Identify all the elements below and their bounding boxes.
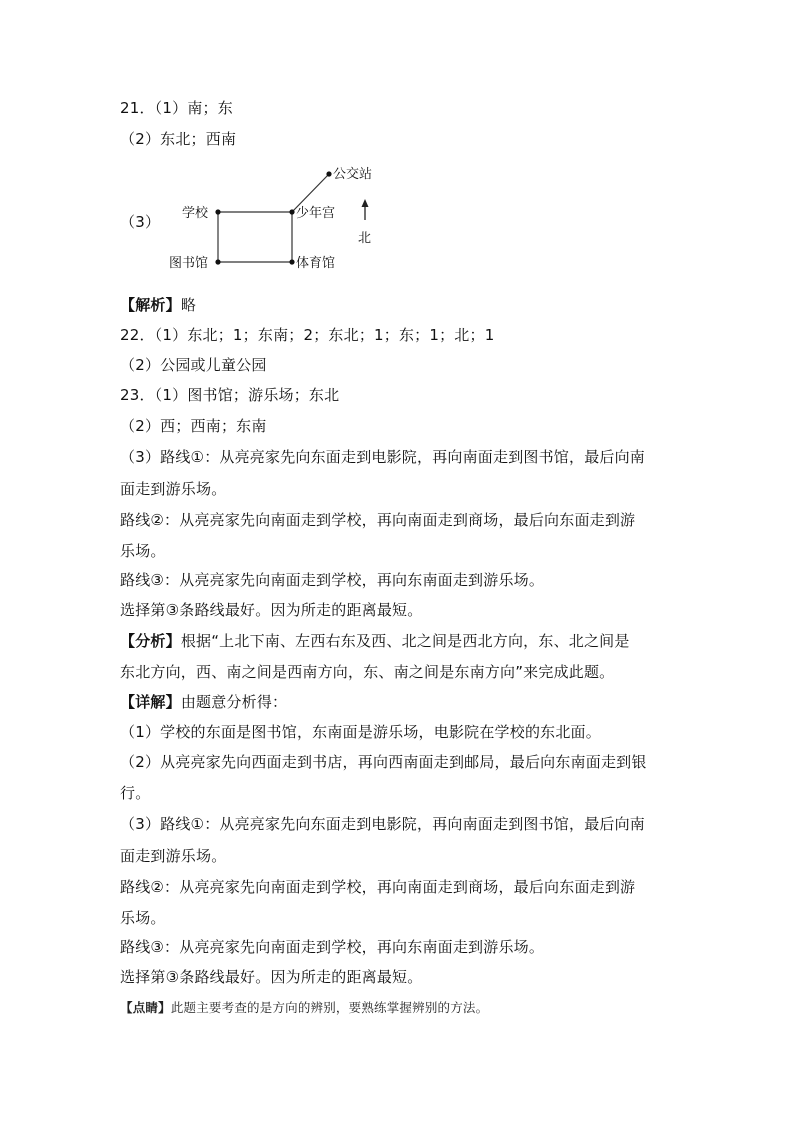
q23-part3-line2: 面走到游乐场。 <box>120 480 227 498</box>
q21-part3-label: （3） <box>120 213 161 231</box>
q21-part2: （2）东北；西南 <box>120 130 237 148</box>
label-youth-palace: 少年宫 <box>296 206 336 221</box>
label-school: 学校 <box>182 206 209 221</box>
xiangjie-tag: 【详解】 <box>120 693 181 711</box>
q23-detail-route2-line1: 路线②：从亮亮家先向南面走到学校，再向南面走到商场，最后向东面走到游 <box>120 878 636 896</box>
q23-fenxi-line1 <box>120 631 630 651</box>
label-bus-station: 公交站 <box>333 167 373 182</box>
q22-part2: （2）公园或儿童公园 <box>120 356 267 374</box>
q23-detail-2-line2: 行。 <box>120 784 151 802</box>
dianjing-tag: 【点睛】 <box>120 1000 171 1015</box>
fenxi-text-1: 根据“上北下南、左西右东及西、北之间是西北方向，东、北之间是 <box>180 632 630 650</box>
q21-part1: 21．（1）南；东 <box>120 99 233 117</box>
q23-detail-choice: 选择第③条路线最好。因为所走的距离最短。 <box>120 968 423 986</box>
q23-part1: 23．（1）图书馆；游乐场；东北 <box>120 386 340 404</box>
q21-analysis <box>120 295 196 315</box>
label-gym: 体育馆 <box>296 256 336 271</box>
fenxi-tag: 【分析】 <box>120 632 181 650</box>
point-school <box>215 209 220 214</box>
direction-map-diagram <box>120 158 420 278</box>
point-bus-station <box>326 171 331 176</box>
label-library: 图书馆 <box>169 256 209 271</box>
xiangjie-text: 由题意分析得： <box>180 693 288 711</box>
q23-route2-line2: 乐场。 <box>120 542 166 560</box>
q23-detail-route2-line2: 乐场。 <box>120 909 166 927</box>
q23-xiangjie <box>120 692 287 712</box>
q23-choice: 选择第③条路线最好。因为所走的距离最短。 <box>120 601 423 619</box>
point-youth-palace <box>289 209 294 214</box>
point-library <box>215 259 220 264</box>
q23-detail-route3: 路线③：从亮亮家先向南面走到学校，再向东南面走到游乐场。 <box>120 938 545 956</box>
point-gym <box>289 259 294 264</box>
q23-route2-line1: 路线②：从亮亮家先向南面走到学校，再向南面走到商场，最后向东面走到游 <box>120 511 636 529</box>
north-arrow-icon <box>362 199 369 207</box>
q23-detail-3-line2: 面走到游乐场。 <box>120 847 227 865</box>
dianjing-text: 此题主要考查的是方向的辨别，要熟练掌握辨别的方法。 <box>170 1000 489 1015</box>
q23-part3-line1: （3）路线①：从亮亮家先向东面走到电影院，再向南面走到图书馆，最后向南 <box>120 448 645 466</box>
analysis-text: 略 <box>180 296 197 314</box>
q23-fenxi-line2: 东北方向，西、南之间是西南方向，东、南之间是东南方向”来完成此题。 <box>120 663 615 681</box>
q22-part1: 22．（1）东北；1；东南；2；东北；1；东；1；北；1 <box>120 326 495 344</box>
q23-detail-1: （1）学校的东面是图书馆，东南面是游乐场，电影院在学校的东北面。 <box>120 723 601 741</box>
label-north: 北 <box>358 231 372 246</box>
q23-dianjing <box>120 998 488 1018</box>
q23-part2: （2）西；西南；东南 <box>120 417 267 435</box>
q23-detail-3-line1: （3）路线①：从亮亮家先向东面走到电影院，再向南面走到图书馆，最后向南 <box>120 815 645 833</box>
analysis-tag: 【解析】 <box>120 296 181 314</box>
q23-route3: 路线③：从亮亮家先向南面走到学校，再向东南面走到游乐场。 <box>120 571 545 589</box>
q23-detail-2-line1: （2）从亮亮家先向西面走到书店，再向西南面走到邮局，最后向东南面走到银 <box>120 753 647 771</box>
